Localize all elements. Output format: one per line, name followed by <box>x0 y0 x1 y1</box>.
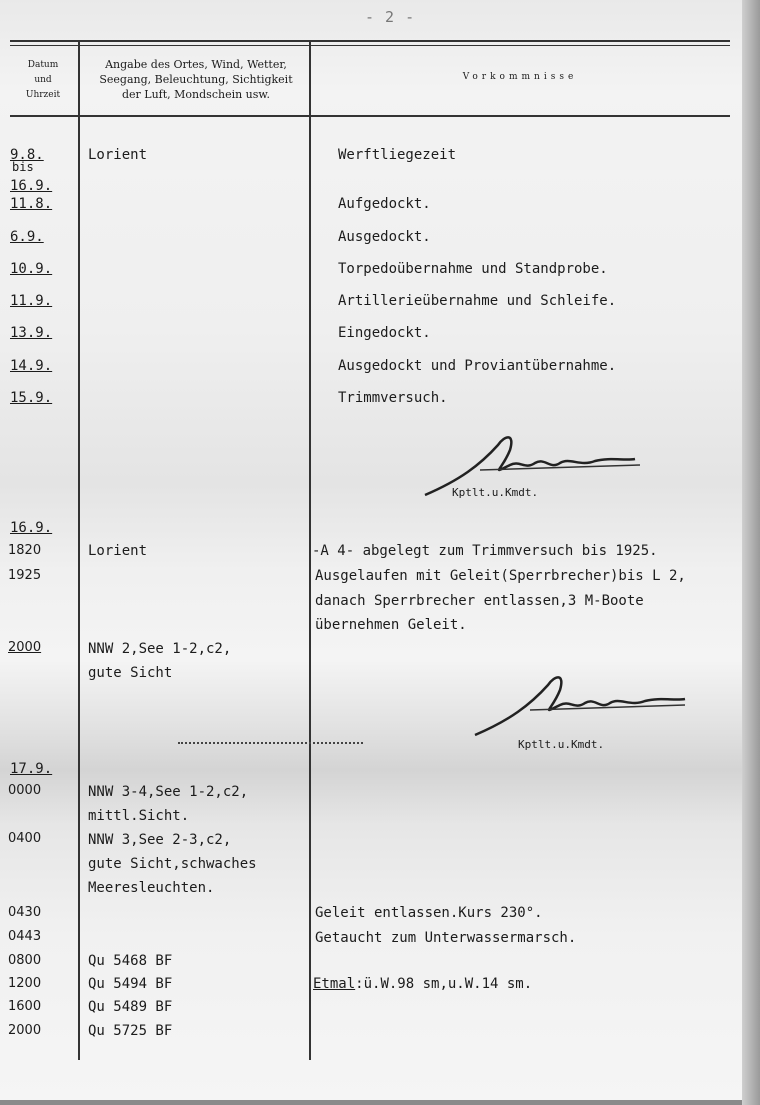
entry-date: 10.9. <box>10 261 53 277</box>
time-cell: 0800 <box>8 953 42 968</box>
event-text: Eingedockt. <box>338 325 431 341</box>
header-rule <box>10 115 730 117</box>
date-start: 9.8. <box>10 147 44 163</box>
event-text: Ausgelaufen mit Geleit(Sperrbrecher)bis L 2, <box>315 568 686 584</box>
etmal-value: :ü.W.98 sm,u.W.14 sm. <box>355 976 533 992</box>
date-end: 16.9. <box>10 178 53 194</box>
time-cell: 2000 <box>8 640 42 655</box>
header-col2-line3: der Luft, Mondschein usw. <box>121 88 271 101</box>
time-cell: 1600 <box>8 999 42 1014</box>
block3-date: 17.9. <box>10 761 53 777</box>
header-date-time <box>12 58 74 103</box>
time-cell: 0430 <box>8 905 42 920</box>
entry-date: 11.8. <box>10 196 53 212</box>
signature-label: Kptlt.u.Kmdt. <box>518 738 605 751</box>
event-text: Torpedoübernahme und Standprobe. <box>338 261 608 277</box>
header-location-weather <box>84 57 308 102</box>
header-col2-line2: Seegang, Beleuchtung, Sichtigkeit <box>99 73 293 86</box>
entry-date: 14.9. <box>10 358 53 374</box>
event-text: Getaucht zum Unterwassermarsch. <box>315 930 577 946</box>
place-cell: gute Sicht,schwaches <box>88 856 257 872</box>
block2-date: 16.9. <box>10 520 53 536</box>
event-text: Trimmversuch. <box>338 390 448 406</box>
signature-label: Kptlt.u.Kmdt. <box>452 486 539 499</box>
place-cell: gute Sicht <box>88 665 173 681</box>
entry-date: 13.9. <box>10 325 53 341</box>
entry-date: 15.9. <box>10 390 53 406</box>
place-cell: Lorient <box>88 543 148 559</box>
event-text: Ausgedockt und Proviantübernahme. <box>338 358 617 374</box>
entry-date: 11.9. <box>10 293 53 309</box>
table-top-rule <box>10 40 730 42</box>
place-cell: Meeresleuchten. <box>88 880 215 896</box>
event-text: -A 4- abgelegt zum Trimmversuch bis 1925. <box>312 543 658 559</box>
event-text: übernehmen Geleit. <box>315 617 467 633</box>
page-number: - 2 - <box>365 8 416 26</box>
place-cell: mittl.Sicht. <box>88 808 190 824</box>
header-col1-line3: Uhrzeit <box>25 90 61 100</box>
header-col2-line1: Angabe des Ortes, Wind, Wetter, <box>105 58 287 71</box>
time-cell: 0000 <box>8 783 42 798</box>
time-cell: 1820 <box>8 543 42 558</box>
page-edge-shadow <box>742 0 760 1105</box>
event-text: Artillerieübernahme und Schleife. <box>338 293 617 309</box>
place-cell: Qu 5489 BF <box>88 999 173 1015</box>
etmal-entry <box>313 972 532 996</box>
header-events: Vorkommnisse <box>462 72 578 82</box>
place-cell: Qu 5725 BF <box>88 1023 173 1039</box>
time-cell: 1925 <box>8 568 42 583</box>
commander-signature <box>470 665 700 740</box>
location-lorient: Lorient <box>88 147 148 163</box>
time-cell: 2000 <box>8 1023 42 1038</box>
etmal-label: Etmal <box>313 976 356 992</box>
event-text: Ausgedockt. <box>338 229 431 245</box>
dotted-separator <box>178 742 363 744</box>
table-top-rule-double <box>10 45 730 46</box>
event-text: danach Sperrbrecher entlassen,3 M-Boote <box>315 593 644 609</box>
place-cell: Qu 5494 BF <box>88 976 173 992</box>
place-cell: Qu 5468 BF <box>88 953 173 969</box>
time-cell: 0443 <box>8 929 42 944</box>
date-bis: bis <box>12 160 34 174</box>
event-text: Aufgedockt. <box>338 196 431 212</box>
time-cell: 1200 <box>8 976 42 991</box>
entry-date: 6.9. <box>10 229 44 245</box>
header-col1-line2: und <box>34 75 52 85</box>
event-text: Werftliegezeit <box>338 147 457 163</box>
event-text: Geleit entlassen.Kurs 230°. <box>315 905 543 921</box>
column-divider-1 <box>78 42 80 1060</box>
place-cell: NNW 2,See 1-2,c2, <box>88 641 232 657</box>
time-cell: 0400 <box>8 831 42 846</box>
header-col1-line1: Datum <box>27 60 59 70</box>
place-cell: NNW 3-4,See 1-2,c2, <box>88 784 249 800</box>
column-divider-2 <box>309 42 311 1060</box>
place-cell: NNW 3,See 2-3,c2, <box>88 832 232 848</box>
